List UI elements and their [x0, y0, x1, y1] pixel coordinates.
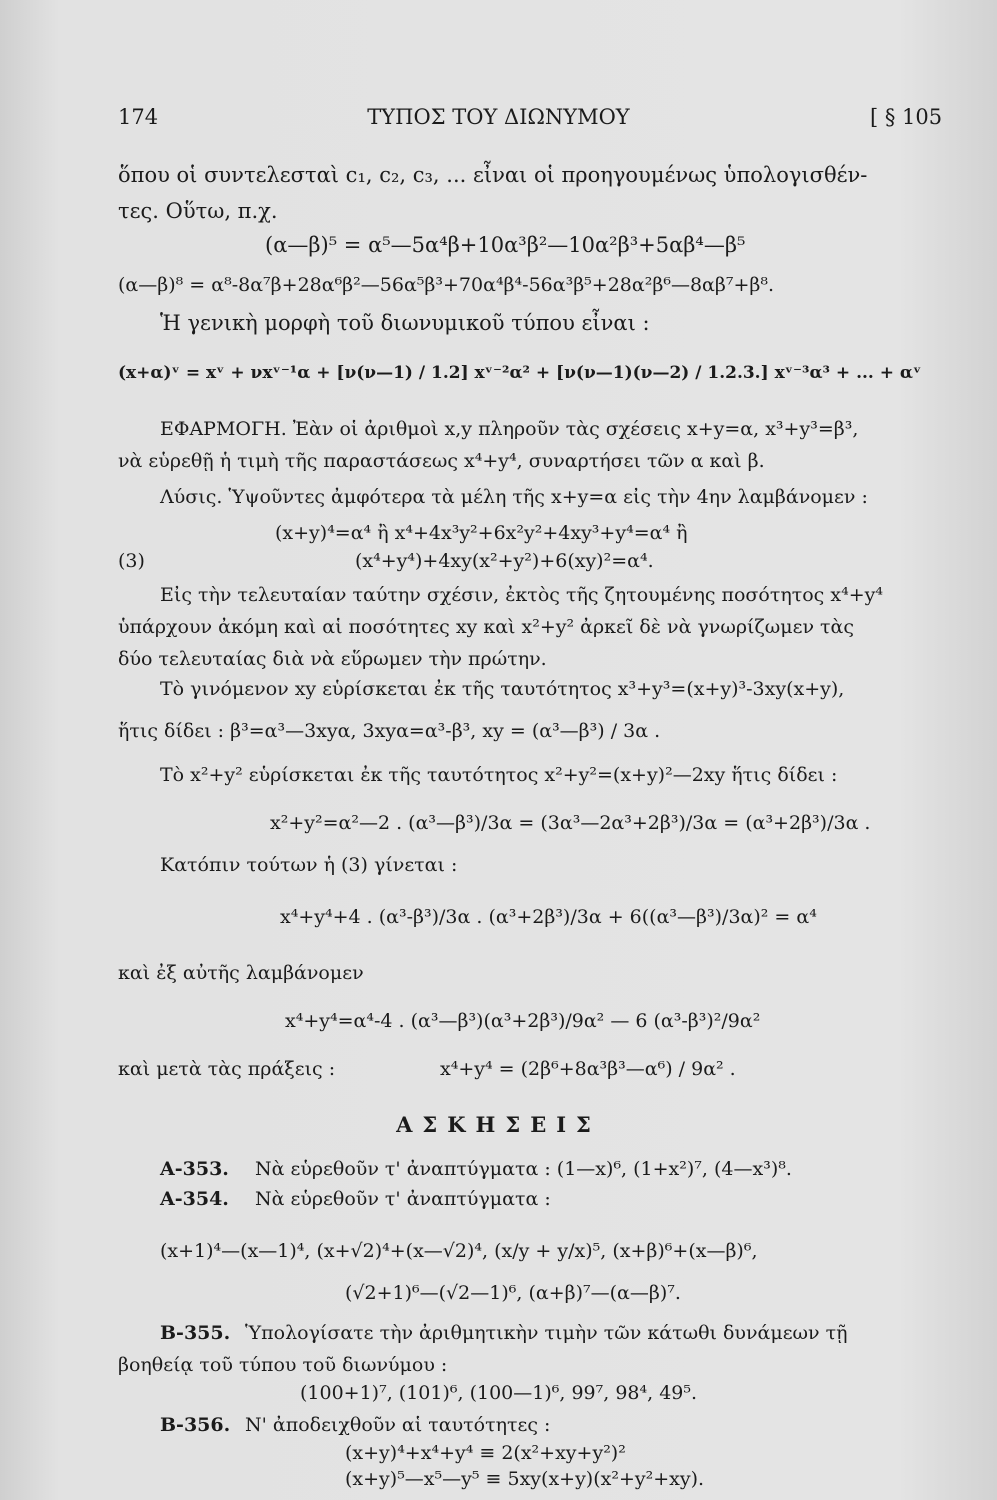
- equation: x⁴+y⁴+4 . (α³-β³)/3α . (α³+2β³)/3α + 6((α³—β³)/3α)² = α⁴: [280, 906, 817, 928]
- equation: (α—β)⁸ = α⁸-8α⁷β+28α⁶β²—56α⁵β³+70α⁴β⁴-56α³β⁵+28α²β⁶—8αβ⁷+β⁸.: [118, 274, 775, 296]
- exercise-expressions: (100+1)⁷, (101)⁶, (100—1)⁶, 99⁷, 98⁴, 49⁵.: [300, 1382, 698, 1404]
- body-line: Τὸ x²+y² εὑρίσκεται ἐκ τῆς ταυτότητος x²+y²=(x+y)²—2xy ἥτις δίδει :: [160, 764, 838, 786]
- equation: ἥτις δίδει : β³=α³—3xyα, 3xyα=α³-β³, xy = (α³—β³) / 3α .: [118, 720, 661, 742]
- body-line: καὶ μετὰ τὰς πράξεις :: [118, 1058, 336, 1080]
- body-line: νὰ εὑρεθῇ ἡ τιμὴ τῆς παραστάσεως x⁴+y⁴, συναρτήσει τῶν α καὶ β.: [118, 450, 765, 472]
- exercise-text: Νὰ εὑρεθοῦν τ' ἀναπτύγματα :: [255, 1188, 551, 1210]
- body-line: Κατόπιν τούτων ἡ (3) γίνεται :: [160, 854, 458, 876]
- body-line: δύο τελευταίας διὰ νὰ εὕρωμεν τὴν πρώτην.: [118, 648, 547, 670]
- identity: (x+y)⁴+x⁴+y⁴ ≡ 2(x²+xy+y²)²: [345, 1442, 626, 1464]
- body-line: ὑπάρχουν ἀκόμη καὶ αἱ ποσότητες xy καὶ x²+y² ἀρκεῖ δὲ νὰ γνωρίζωμεν τὰς: [118, 616, 855, 638]
- equation: x²+y²=α²—2 . (α³—β³)/3α = (3α³—2α³+2β³)/3α = (α³+2β³)/3α .: [270, 812, 871, 834]
- body-line: Τὸ γινόμενον xy εὑρίσκεται ἐκ τῆς ταυτότητος x³+y³=(x+y)³-3xy(x+y),: [160, 678, 845, 700]
- body-line: ὅπου οἱ συντελεσταὶ c₁, c₂, c₃, ... εἶναι οἱ προηγουμένως ὑπολογισθέν-: [118, 163, 868, 187]
- equation-tag: (3): [118, 550, 145, 572]
- exercise-label: Α-354.: [160, 1188, 229, 1210]
- body-line: τες. Οὕτω, π.χ.: [118, 199, 278, 223]
- exercise-text: βοηθείᾳ τοῦ τύπου τοῦ διωνύμου :: [118, 1354, 448, 1376]
- exercise-label: Α-353.: [160, 1158, 229, 1180]
- exercises-heading: ΑΣΚΗΣΕΙΣ: [396, 1112, 601, 1137]
- body-line: ΕΦΑΡΜΟΓΗ. Ἐὰν οἱ ἀριθμοὶ x,y πληροῦν τὰς σχέσεις x+y=α, x³+y³=β³,: [160, 418, 859, 440]
- equation: (x+y)⁴=α⁴ ἢ x⁴+4x³y²+6x²y²+4xy³+y⁴=α⁴ ἢ: [275, 522, 688, 544]
- exercise-text: Ὑπολογίσατε τὴν ἀριθμητικὴν τιμὴν τῶν κάτωθι δυνάμεων τῇ: [245, 1322, 848, 1344]
- equation: x⁴+y⁴=α⁴-4 . (α³—β³)(α³+2β³)/9α² — 6 (α³-β³)²/9α²: [285, 1010, 761, 1032]
- equation: (α—β)⁵ = α⁵—5α⁴β+10α³β²—10α²β³+5αβ⁴—β⁵: [265, 233, 746, 257]
- section-number: [ § 105: [870, 105, 943, 129]
- exercise-text: Ν' ἀποδειχθοῦν αἱ ταυτότητες :: [245, 1414, 551, 1436]
- body-line: Ἡ γενικὴ μορφὴ τοῦ διωνυμικοῦ τύπου εἶναι :: [160, 311, 650, 335]
- page-number: 174: [118, 105, 159, 129]
- exercise-text: Νὰ εὑρεθοῦν τ' ἀναπτύγματα : (1—x)⁶, (1+x²)⁷, (4—x³)⁸.: [255, 1158, 792, 1180]
- binomial-formula: (x+α)ᵛ = xᵛ + νxᵛ⁻¹α + [ν(ν—1) / 1.2] xᵛ⁻²α² + [ν(ν—1)(ν—2) / 1.2.3.] xᵛ⁻³α³ + ... + αᵛ: [118, 363, 922, 383]
- running-title: ΤΥΠΟΣ ΤΟΥ ΔΙΩΝΥΜΟΥ: [367, 105, 630, 129]
- body-line: Λύσις. Ὑψοῦντες ἀμφότερα τὰ μέλη τῆς x+y=α εἰς τὴν 4ην λαμβάνομεν :: [160, 486, 868, 508]
- exercise-label: Β-356.: [160, 1414, 231, 1436]
- identity: (x+y)⁵—x⁵—y⁵ ≡ 5xy(x+y)(x²+y²+xy).: [345, 1468, 705, 1490]
- exercise-label: Β-355.: [160, 1322, 231, 1344]
- body-line: καὶ ἐξ αὐτῆς λαμβάνομεν: [118, 962, 364, 984]
- exercise-expressions: (√2+1)⁶—(√2—1)⁶, (α+β)⁷—(α—β)⁷.: [345, 1282, 681, 1304]
- equation: (x⁴+y⁴)+4xy(x²+y²)+6(xy)²=α⁴.: [355, 550, 654, 572]
- body-line: Εἰς τὴν τελευταίαν ταύτην σχέσιν, ἐκτὸς τῆς ζητουμένης ποσότητος x⁴+y⁴: [160, 584, 883, 606]
- exercise-expressions: (x+1)⁴—(x—1)⁴, (x+√2)⁴+(x—√2)⁴, (x/y + y/x)⁵, (x+β)⁶+(x—β)⁶,: [160, 1240, 758, 1262]
- equation: x⁴+y⁴ = (2β⁶+8α³β³—α⁶) / 9α² .: [440, 1058, 736, 1080]
